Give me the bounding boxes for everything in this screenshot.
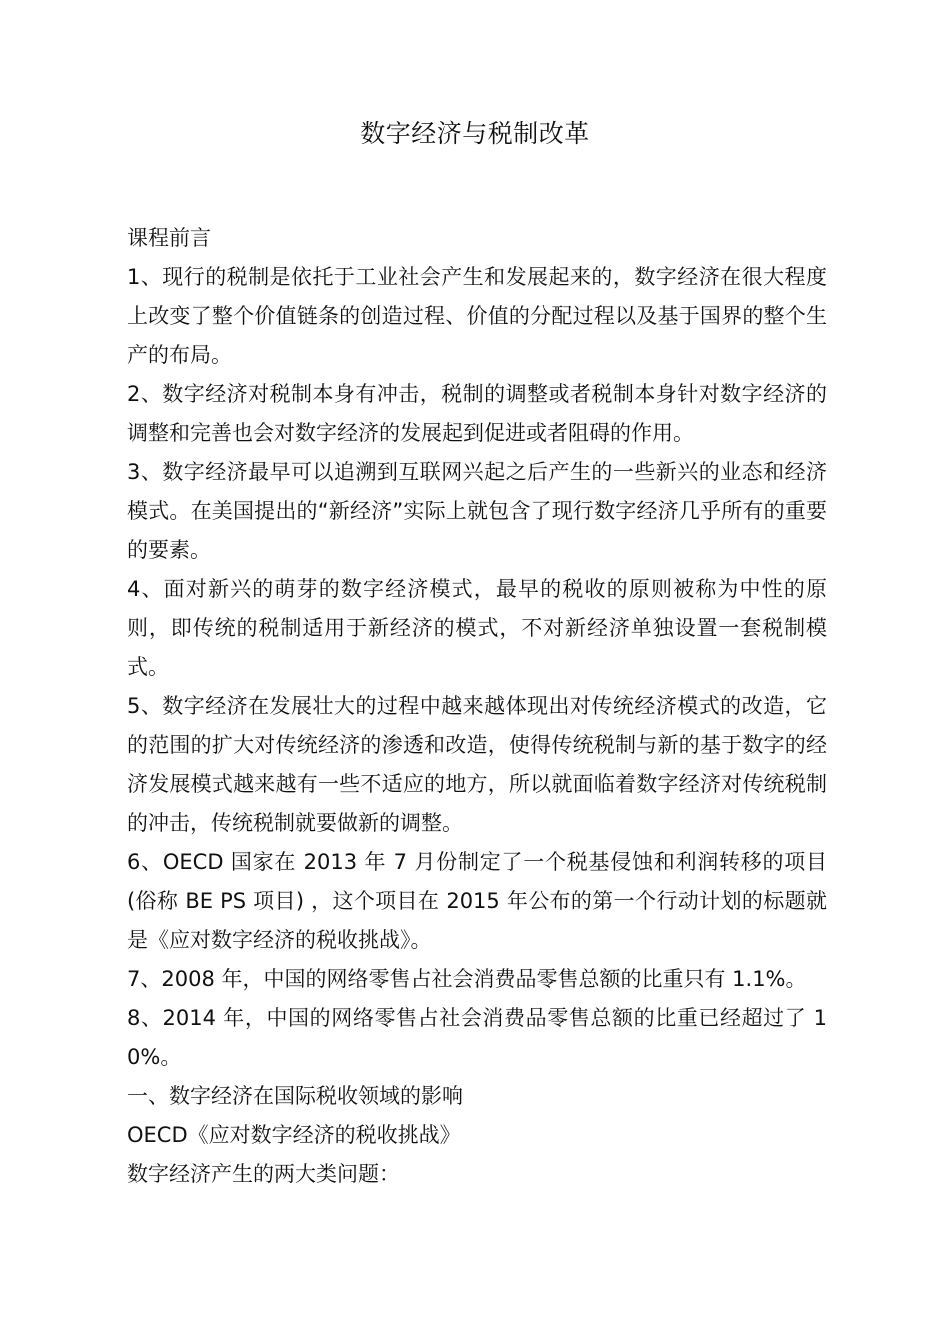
- paragraph-3: 3、数字经济最早可以追溯到互联网兴起之后产生的一些新兴的业态和经济模式。在美国提出的“新经济”实际上就包含了现行数字经济几乎所有的重要的要素。: [127, 460, 827, 562]
- paragraph-8: 8、2014 年，中国的网络零售占社会消费品零售总额的比重已经超过了 10%。: [127, 1006, 827, 1069]
- document-body: [127, 219, 827, 1194]
- paragraph-4: 4、面对新兴的萌芽的数字经济模式，最早的税收的原则被称为中性的原则，即传统的税制适用于新经济的模式，不对新经济单独设置一套税制模式。: [127, 577, 827, 679]
- reference-title: OECD《应对数字经济的税收挑战》: [127, 1123, 461, 1147]
- paragraph-two-problems: 数字经济产生的两大类问题：: [127, 1162, 400, 1186]
- paragraph-2: 2、数字经济对税制本身有冲击，税制的调整或者税制本身针对数字经济的调整和完善也会对数字经济的发展起到促进或者阻碍的作用。: [127, 382, 827, 445]
- paragraph-5: 5、数字经济在发展壮大的过程中越来越体现出对传统经济模式的改造，它的范围的扩大对传统经济的渗透和改造，使得传统税制与新的基于数字的经济发展模式越来越有一些不适应的地方，所以就面临着数字经济对传统税制的冲击，传统税制就要做新的调整。: [127, 694, 827, 835]
- section-heading-preface: 课程前言: [127, 226, 211, 250]
- paragraph-7: 7、2008 年，中国的网络零售占社会消费品零售总额的比重只有 1.1%。: [127, 967, 807, 991]
- section-heading-1: 一、数字经济在国际税收领域的影响: [127, 1084, 463, 1108]
- paragraph-1: 1、现行的税制是依托于工业社会产生和发展起来的，数字经济在很大程度上改变了整个价值链条的创造过程、价值的分配过程以及基于国界的整个生产的布局。: [127, 265, 827, 367]
- paragraph-6: 6、OECD 国家在 2013 年 7 月份制定了一个税基侵蚀和利润转移的项目(俗称 BE PS 项目) ，这个项目在 2015 年公布的第一个行动计划的标题就是《应对数字经济的税收挑战》。: [127, 850, 827, 952]
- document-title: 数字经济与税制改革: [360, 119, 590, 148]
